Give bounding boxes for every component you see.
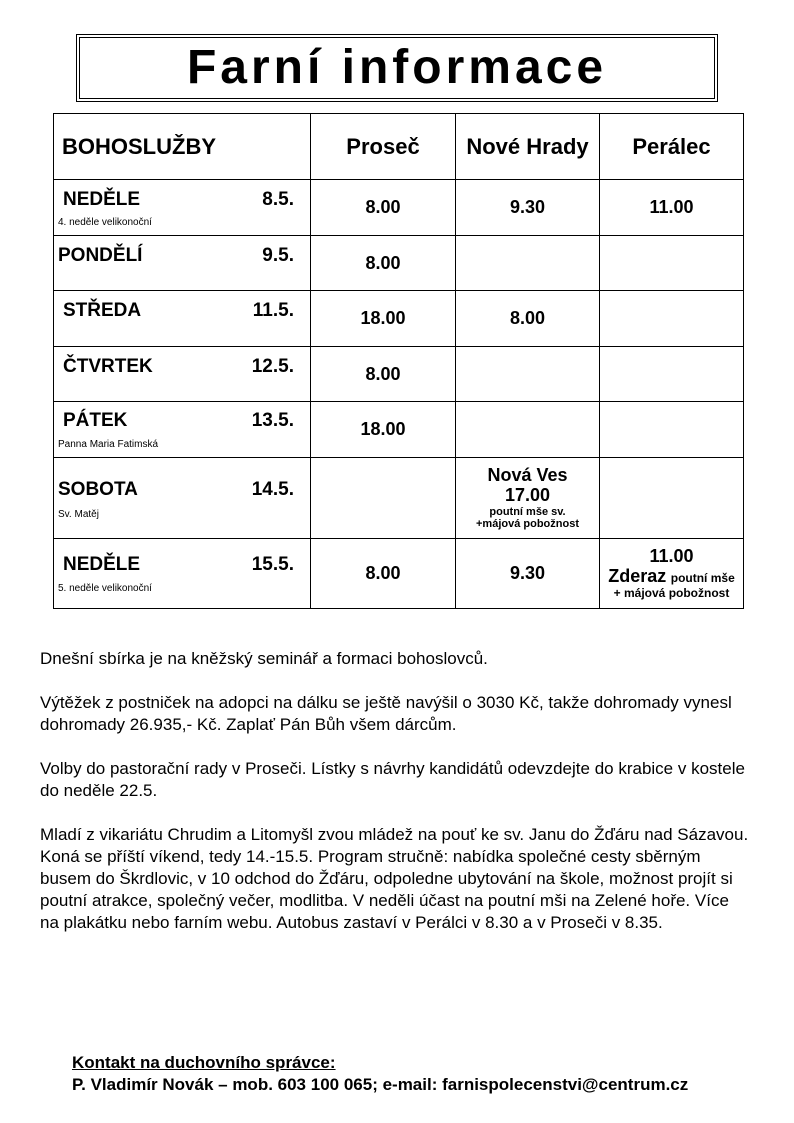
day-name: STŘEDA (63, 300, 142, 321)
day-date: 11.5. (252, 300, 294, 321)
event-desc: +májová pobožnost (476, 517, 579, 530)
time-prosec: 8.00 (311, 180, 456, 236)
schedule-table (53, 113, 744, 609)
day-name: SOBOTA (58, 479, 138, 500)
page-title: Farní informace (186, 41, 608, 94)
time-peralec: 11.00 (600, 180, 744, 236)
event-time: 11.00 (649, 546, 694, 567)
contact-line: P. Vladimír Novák – mob. 603 100 065; e-mail: farnispolecenstvi@centrum.cz (72, 1075, 689, 1094)
day-note: 5. neděle velikonoční (58, 583, 152, 594)
day-name: PÁTEK (63, 410, 128, 431)
time-peralec (600, 402, 744, 458)
day-note: Sv. Matěj (58, 509, 99, 520)
header-nove-hrady: Nové Hrady (456, 114, 600, 180)
time-peralec (600, 347, 744, 402)
notices (40, 648, 750, 956)
header-peralec: Perálec (600, 114, 744, 180)
notice-paragraph: Dnešní sbírka je na kněžský seminář a formaci bohoslovců. (40, 649, 488, 668)
table-row (54, 347, 744, 402)
title-inner-frame (79, 37, 715, 99)
table-row (54, 539, 744, 609)
day-name: NEDĚLE (63, 554, 141, 575)
day-date: 14.5. (251, 479, 294, 500)
notice-paragraph: Mladí z vikariátu Chrudim a Litomyšl zvou mládež na pouť ke sv. Janu do Žďáru nad Sázavou. Koná se příští víkend, tedy 14.-15.5. Program stručně: nabídka společné cesty sběrným busem do Škrdlovic, v 10 odchod do Žďáru, odpoledne ubytování na škole, možnost projít si poutní atrakce, společný večer, modlitba. V neděli účast na poutní mši na Zelené hoře. Více na plakátku nebo farním webu. Autobus zastaví v Perálci v 8.30 a v Proseči v 8.35. (40, 825, 749, 932)
time-nove-hrady (456, 402, 600, 458)
day-cell (54, 458, 311, 539)
time-peralec (600, 291, 744, 347)
day-note: Panna Maria Fatimská (58, 439, 159, 450)
time-prosec (311, 458, 456, 539)
day-date: 12.5. (251, 356, 294, 377)
time-prosec: 18.00 (311, 402, 456, 458)
time-nove-hrady (456, 347, 600, 402)
table-row (54, 236, 744, 291)
time-prosec: 18.00 (311, 291, 456, 347)
day-name: ČTVRTEK (63, 356, 153, 377)
event-desc: poutní mše sv. (489, 505, 566, 518)
time-prosec: 8.00 (311, 539, 456, 609)
contact-heading: Kontakt na duchovního správce: (72, 1053, 336, 1072)
day-date: 15.5. (251, 554, 294, 575)
notice-paragraph: Výtěžek z postniček na adopci na dálku se ještě navýšil o 3030 Kč, takže dohromady vynesl dohromady 26.935,- Kč. Zaplať Pán Bůh všem dárcům. (40, 693, 732, 734)
time-nove-hrady: 9.30 (456, 180, 600, 236)
day-cell (54, 291, 311, 347)
notice-paragraph: Volby do pastorační rady v Proseči. Lístky s návrhy kandidátů odevzdejte do krabice v kostele do neděle 22.5. (40, 759, 745, 800)
day-date: 8.5. (262, 189, 294, 210)
event-time: 17.00 (504, 484, 551, 505)
day-name: PONDĚLÍ (58, 245, 143, 266)
day-cell (54, 236, 311, 291)
day-date: 13.5. (251, 410, 294, 431)
time-peralec (600, 458, 744, 539)
time-nove-hrady (456, 236, 600, 291)
event-place: Nová Ves (487, 465, 568, 486)
day-cell (54, 539, 311, 609)
title-box (76, 34, 718, 102)
contact-block (72, 1052, 688, 1096)
table-row (54, 180, 744, 236)
time-nove-hrady (456, 458, 600, 539)
table-row (54, 458, 744, 539)
time-peralec (600, 236, 744, 291)
event-place: Zderaz (608, 565, 667, 586)
time-peralec (600, 539, 744, 609)
table-header-row (54, 114, 744, 180)
time-prosec: 8.00 (311, 347, 456, 402)
time-nove-hrady: 8.00 (456, 291, 600, 347)
day-cell (54, 402, 311, 458)
time-prosec: 8.00 (311, 236, 456, 291)
day-cell (54, 180, 311, 236)
table-row (54, 402, 744, 458)
header-prosec: Proseč (311, 114, 456, 180)
header-bohosluzby: BOHOSLUŽBY (54, 114, 311, 180)
day-date: 9.5. (262, 245, 294, 266)
day-name: NEDĚLE (63, 189, 141, 210)
day-cell (54, 347, 311, 402)
table-row (54, 291, 744, 347)
event-desc: + májová pobožnost (613, 585, 730, 600)
time-nove-hrady: 9.30 (456, 539, 600, 609)
event-desc: poutní mše (670, 570, 735, 585)
day-note: 4. neděle velikonoční (58, 217, 152, 228)
